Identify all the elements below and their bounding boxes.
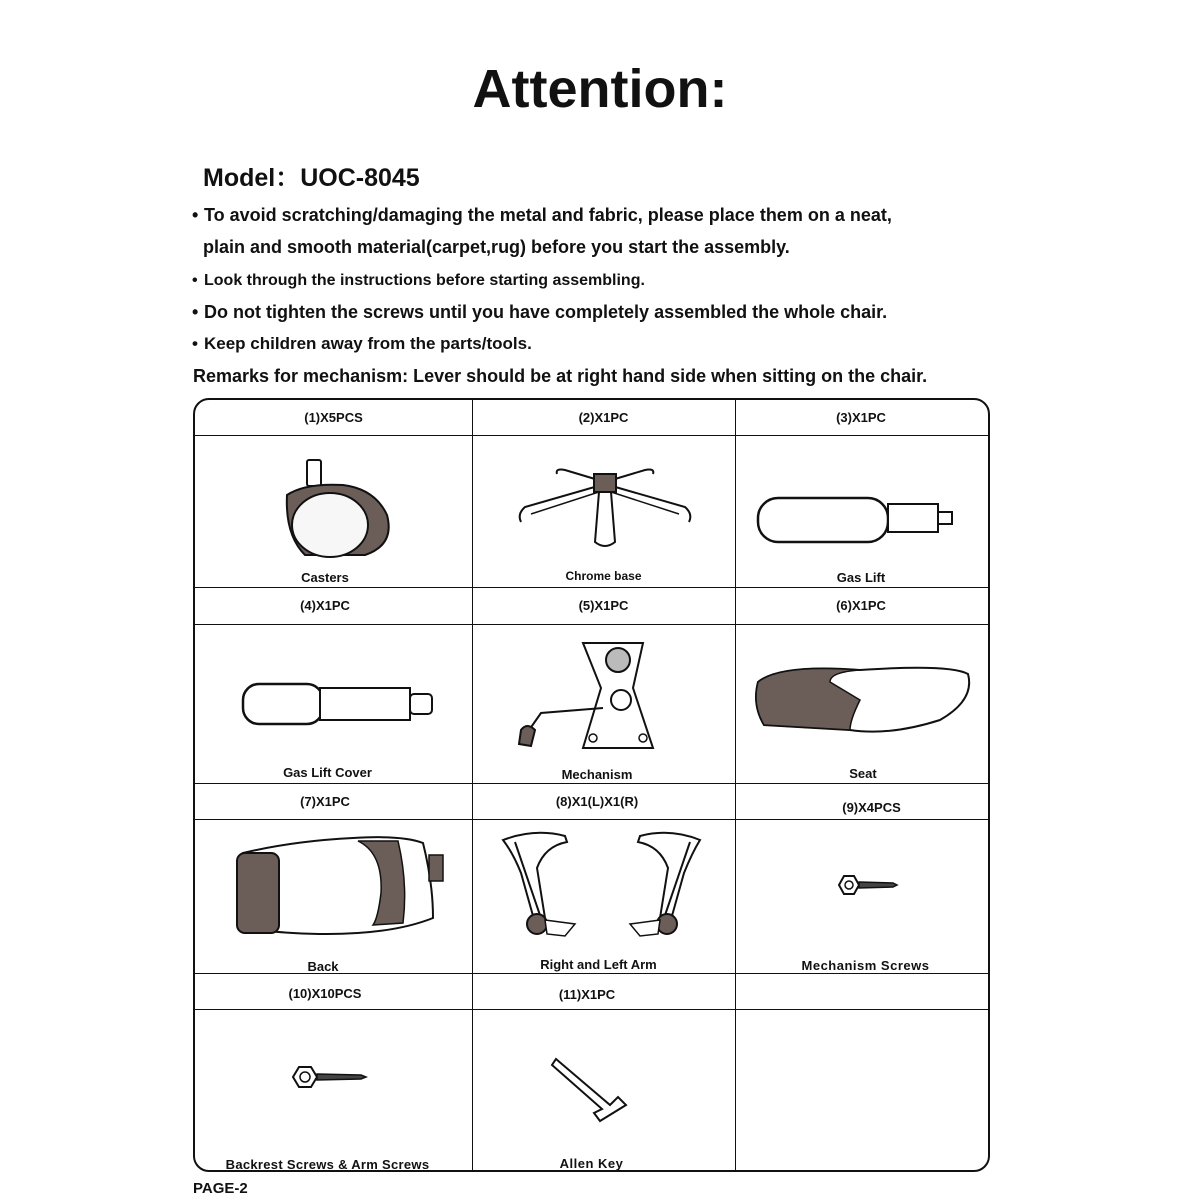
part-name-casters: Casters <box>301 570 349 585</box>
gas-lift-icon <box>753 490 973 550</box>
part-name-backrest-screws: Backrest Screws & Arm Screws <box>225 1157 430 1172</box>
part-qty-arms: (8)X1(L)X1(R) <box>555 794 639 809</box>
part-qty-seat: (6)X1PC <box>836 598 886 613</box>
instruction-item: • To avoid scratching/damaging the metal and fabric, please place them on a neat, <box>192 205 892 225</box>
part-name-chrome-base: Chrome base <box>565 569 642 583</box>
part-name-allen-key: Allen Key <box>559 1156 624 1171</box>
screw-icon <box>289 1064 369 1090</box>
chrome-base-icon <box>505 462 705 562</box>
screw-icon <box>835 873 900 897</box>
gas-lift-cover-icon <box>240 680 440 730</box>
instruction-item-continued: plain and smooth material(carpet,rug) before you start the assembly. <box>203 237 790 257</box>
instruction-item: • Do not tighten the screws until you have completely assembled the whole chair. <box>192 302 888 322</box>
part-name-back: Back <box>307 959 339 974</box>
mechanism-remarks: Remarks for mechanism: Lever should be at right hand side when sitting on the chair. <box>193 366 928 386</box>
page-title: Attention: <box>472 59 728 119</box>
part-qty-allen-key: (11)X1PC <box>558 987 616 1002</box>
allen-key-icon <box>550 1055 640 1125</box>
parts-table <box>193 398 990 1172</box>
part-qty-gas-lift: (3)X1PC <box>836 410 886 425</box>
part-name-gas-lift-cover: Gas Lift Cover <box>283 765 372 780</box>
part-name-mechanism: Mechanism <box>561 767 633 782</box>
part-qty-gas-lift-cover: (4)X1PC <box>300 598 350 613</box>
part-qty-back: (7)X1PC <box>300 794 350 809</box>
part-qty-mechanism-screws: (9)X4PCS <box>842 800 901 815</box>
part-name-seat: Seat <box>849 766 877 781</box>
model-number: Model：UOC-8045 <box>203 164 420 192</box>
part-qty-mechanism: (5)X1PC <box>578 598 629 613</box>
mechanism-icon <box>513 638 663 758</box>
back-icon <box>233 833 453 943</box>
page-number: PAGE-2 <box>193 1180 248 1197</box>
seat-icon <box>750 660 975 740</box>
part-qty-backrest-screws: (10)X10PCS <box>288 986 362 1001</box>
part-name-mechanism-screws: Mechanism Screws <box>801 958 930 973</box>
part-name-arms: Right and Left Arm <box>540 957 657 972</box>
part-name-gas-lift: Gas Lift <box>836 570 886 585</box>
part-qty-casters: (1)X5PCS <box>304 410 363 425</box>
part-qty-chrome-base: (2)X1PC <box>578 410 629 425</box>
armrest-icon <box>495 828 710 948</box>
caster-icon <box>265 455 405 565</box>
instruction-item: • Keep children away from the parts/tools. <box>192 334 532 353</box>
instruction-item: • Look through the instructions before starting assembling. <box>192 272 645 289</box>
